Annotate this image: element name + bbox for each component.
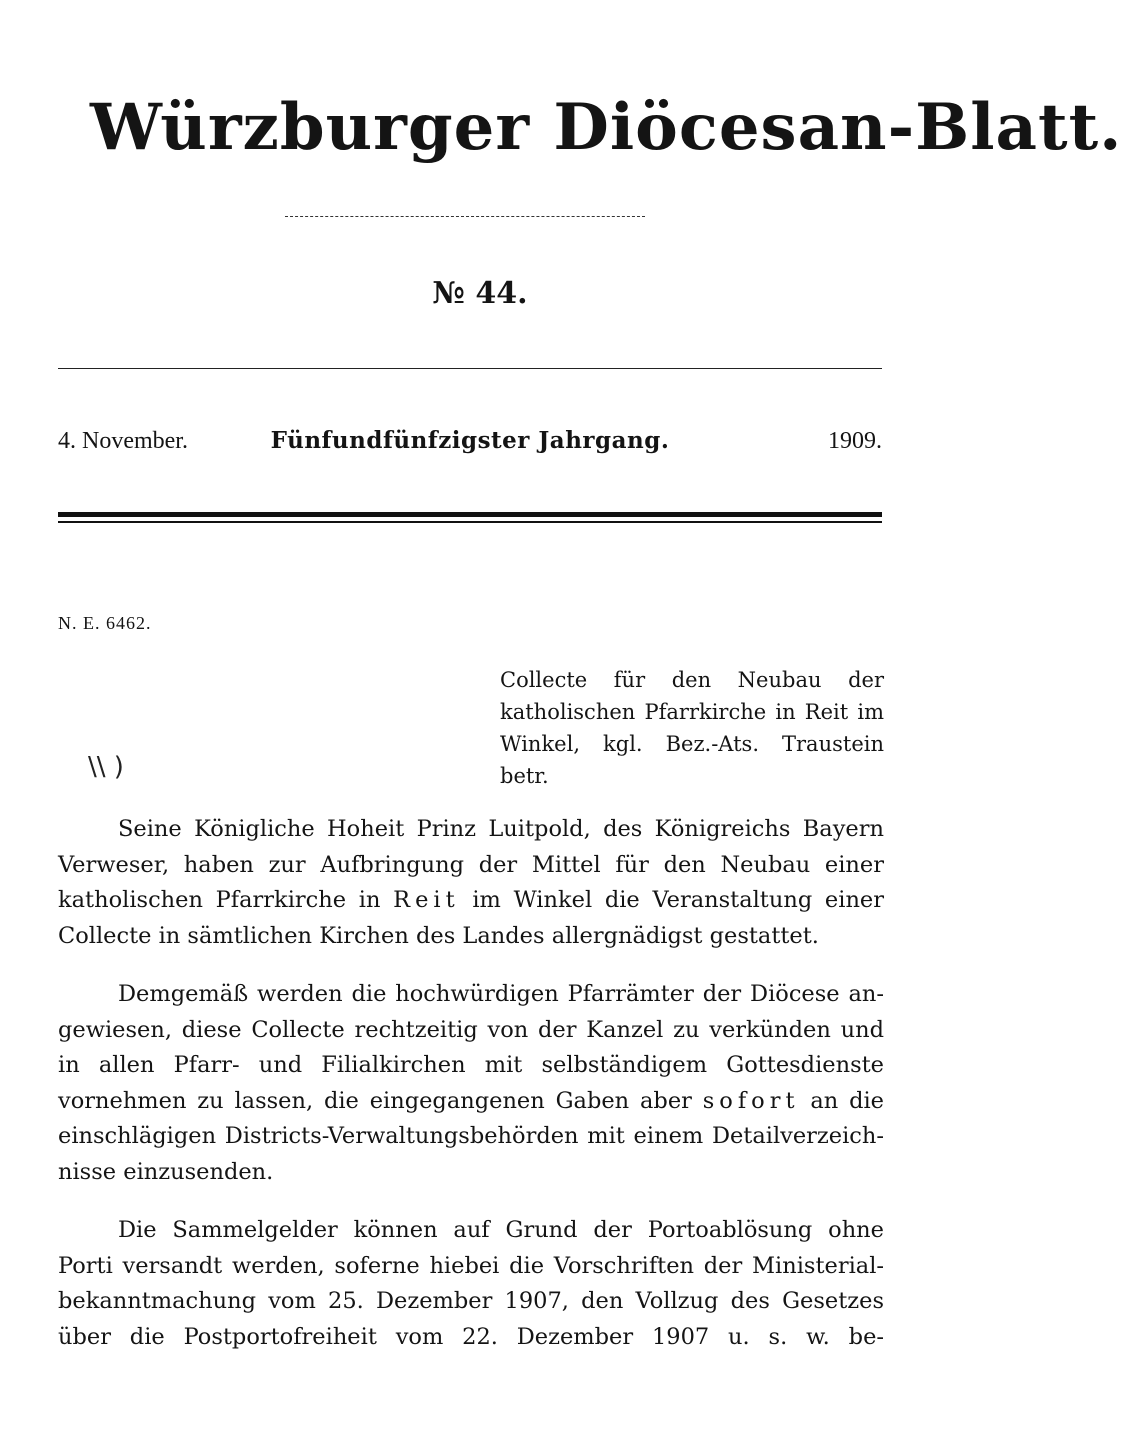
text-line: in allen Pfarr- und Filialkirchen mit selbständigem Gottesdienste — [58, 1052, 884, 1078]
paragraph-3 — [58, 1213, 884, 1355]
issue-year: 1909. — [828, 428, 882, 454]
text-line: bekanntmachung vom 25. Dezember 1907, den Vollzug des Gesetzes — [58, 1288, 884, 1314]
emphasized-word: sofort — [702, 1087, 800, 1114]
paragraph-1 — [58, 812, 884, 954]
dashed-divider — [285, 216, 645, 217]
subject-line: betr. — [500, 764, 549, 788]
thick-divider-secondary — [58, 521, 882, 523]
emphasized-word: Reit — [393, 887, 460, 913]
paragraph-2 — [58, 977, 884, 1190]
issue-number: № 44. — [432, 276, 528, 311]
issue-date: 4. November. — [58, 428, 188, 454]
subject-line: Winkel, kgl. Bez.-Ats. Traustein — [500, 732, 884, 756]
text-line: einschlägigen Districts-Verwaltungsbehörden mit einem Detailverzeich- — [58, 1123, 884, 1149]
dateline — [58, 424, 882, 458]
masthead-title: Würzburger Diöcesan-Blatt. — [90, 90, 1122, 165]
text-line: gewiesen, diese Collecte rechtzeitig von der Kanzel zu verkünden und — [58, 1016, 884, 1043]
thin-divider — [58, 368, 882, 369]
text-line: Die Sammelgelder können auf Grund der Portoablösung ohne — [118, 1217, 884, 1243]
text-line — [58, 883, 884, 919]
text-line: Verweser, haben zur Aufbringung der Mittel für den Neubau einer — [58, 851, 884, 878]
reference-number: N. E. 6462. — [58, 613, 152, 633]
text-line: Porti versandt werden, soferne hiebei die Vorschriften der Ministerial- — [58, 1252, 884, 1279]
text-line: Seine Königliche Hoheit Prinz Luitpold, des Königreichs Bayern — [118, 816, 884, 842]
subject-block — [500, 664, 884, 792]
text-line — [58, 1084, 884, 1120]
text-line: Demgemäß werden die hochwürdigen Pfarrämter der Diöcese an- — [118, 981, 884, 1007]
thick-divider — [58, 512, 882, 517]
volume-label: Fünfundfünfzigster Jahrgang. — [270, 427, 670, 454]
body-text — [58, 812, 884, 1378]
text-segment: im Winkel die Veranstaltung einer — [472, 887, 884, 913]
text-segment: an die — [810, 1087, 884, 1114]
text-segment: vornehmen zu lassen, die eingegangenen Gaben aber — [58, 1087, 692, 1114]
text-segment: katholischen Pfarrkirche in — [58, 887, 381, 913]
text-line: Collecte in sämtlichen Kirchen des Landes allergnädigst gestattet. — [58, 922, 819, 949]
subject-line: Collecte für den Neubau der — [500, 668, 884, 692]
text-line: nisse einzusenden. — [58, 1158, 274, 1185]
text-line: über die Postportofreiheit vom 22. Dezember 1907 u. s. w. be- — [58, 1323, 884, 1350]
subject-line: katholischen Pfarrkirche in Reit im — [500, 700, 884, 724]
margin-mark: \\ ) — [88, 752, 124, 782]
